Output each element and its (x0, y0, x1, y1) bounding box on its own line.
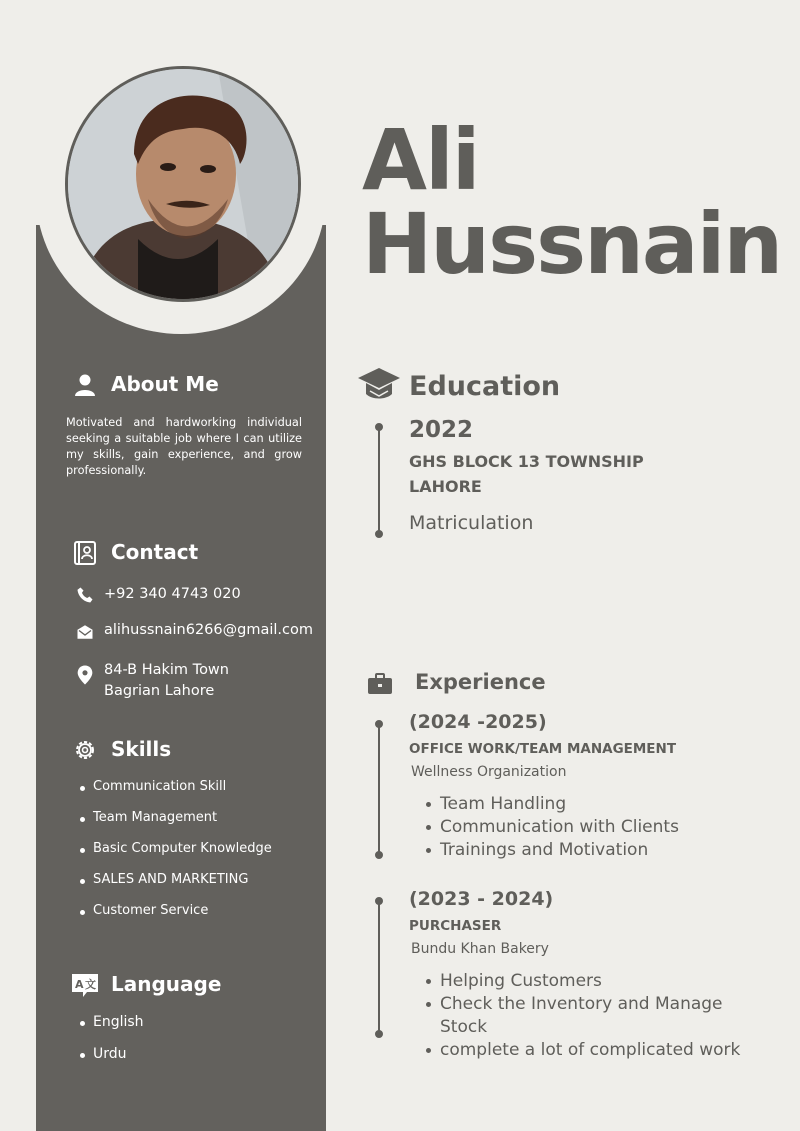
job-duties (426, 970, 756, 1062)
contact-book-icon (72, 540, 98, 566)
mail-icon (76, 623, 94, 641)
duty-item: complete a lot of complicated work (426, 1039, 756, 1062)
education-title: Education (409, 371, 561, 402)
school-line-2: LAHORE (409, 477, 482, 496)
timeline-dot (375, 897, 383, 905)
first-name: Ali (362, 111, 479, 209)
profile-photo (65, 66, 301, 302)
svg-text:文: 文 (85, 978, 96, 991)
contact-email[interactable]: alihussnain6266@gmail.com (104, 622, 313, 638)
about-title: About Me (111, 372, 219, 396)
skill-item: Team Management (80, 810, 272, 825)
job-duties (426, 793, 679, 862)
skill-item: SALES AND MARKETING (80, 872, 272, 887)
language-list (80, 1014, 144, 1062)
duty-item: Communication with Clients (426, 816, 679, 839)
job-org: Wellness Organization (411, 764, 567, 780)
last-name: Hussnain (362, 195, 782, 293)
timeline-dot (375, 1030, 383, 1038)
candidate-name (362, 111, 782, 293)
job-period: (2023 - 2024) (409, 888, 554, 910)
contact-phone: +92 340 4743 020 (104, 586, 241, 602)
timeline-dot (375, 851, 383, 859)
skills-list (80, 779, 272, 918)
education-year: 2022 (409, 417, 474, 443)
job-role: OFFICE WORK/TEAM MANAGEMENT (409, 741, 677, 757)
job-role: PURCHASER (409, 918, 502, 934)
education-school (409, 449, 644, 499)
job-period: (2024 -2025) (409, 711, 547, 733)
language-item: Urdu (80, 1046, 144, 1062)
education-degree: Matriculation (409, 512, 534, 534)
experience-timeline-2 (378, 901, 380, 1033)
translate-icon (70, 972, 100, 998)
experience-title: Experience (415, 670, 546, 694)
svg-text:A: A (75, 978, 84, 991)
briefcase-icon (367, 673, 393, 695)
skill-item: Customer Service (80, 903, 272, 918)
user-icon (72, 372, 98, 398)
school-line-1: GHS BLOCK 13 TOWNSHIP (409, 452, 644, 471)
experience-timeline-1 (378, 724, 380, 854)
skill-item: Communication Skill (80, 779, 272, 794)
education-timeline (378, 426, 380, 534)
timeline-dot (375, 720, 383, 728)
duty-item: Helping Customers (426, 970, 756, 993)
skill-item: Basic Computer Knowledge (80, 841, 272, 856)
language-item: English (80, 1014, 144, 1030)
skills-title: Skills (111, 737, 172, 761)
timeline-dot (375, 530, 383, 538)
graduation-cap-icon (356, 366, 402, 404)
location-pin-icon (76, 664, 94, 686)
duty-item: Team Handling (426, 793, 679, 816)
duty-item: Check the Inventory and Manage Stock (426, 993, 756, 1039)
address-line-1: 84-B Hakim Town (104, 662, 229, 678)
contact-address (104, 660, 229, 702)
duty-item: Trainings and Motivation (426, 839, 679, 862)
job-org: Bundu Khan Bakery (411, 941, 549, 957)
phone-icon (76, 586, 94, 604)
language-title: Language (111, 972, 222, 996)
address-line-2: Bagrian Lahore (104, 683, 215, 699)
about-text: Motivated and hardworking individual seeking a suitable job where I can utilize my skills, gain experience, and grow professionally. (66, 416, 302, 477)
contact-title: Contact (111, 540, 199, 564)
gear-icon (72, 737, 98, 763)
timeline-dot (375, 423, 383, 431)
